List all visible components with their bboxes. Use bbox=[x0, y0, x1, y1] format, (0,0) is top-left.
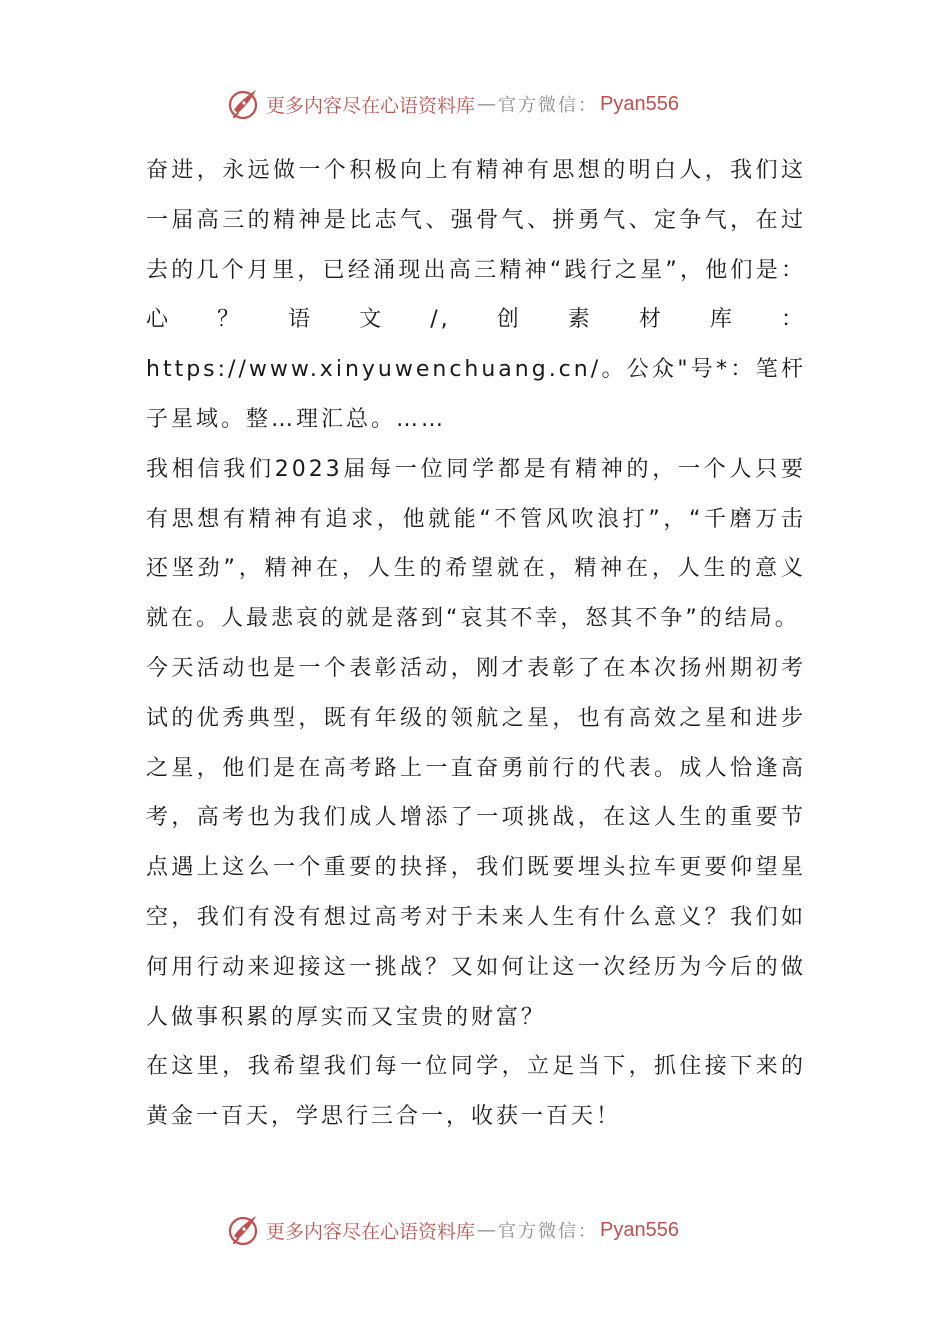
footer-wechat-id: Pyan556 bbox=[600, 1218, 679, 1241]
pen-nib-logo-icon bbox=[226, 1212, 262, 1248]
header-wechat-id: Pyan556 bbox=[600, 92, 679, 115]
footer-dash: — bbox=[477, 1219, 497, 1241]
document-body bbox=[146, 146, 806, 1142]
header-banner bbox=[226, 86, 746, 122]
paragraph-2: 我相信我们2023届每一位同学都是有精神的，一个人只要有思想有精神有追求，他就能“不管风吹浪打”，“千磨万击还坚劲”，精神在，人生的希望就在，精神在，人生的意义就在。人最悲哀的就是落到“哀其不幸，怒其不争”的结局。 bbox=[146, 456, 806, 632]
header-brand-text: 更多内容尽在心语资料库 bbox=[266, 94, 476, 117]
footer-wechat-label: 官方微信： bbox=[498, 1221, 599, 1242]
pen-nib-logo-icon bbox=[226, 86, 262, 122]
header-dash: — bbox=[477, 93, 497, 115]
footer-banner bbox=[226, 1212, 746, 1248]
paragraph-1: 奋进，永远做一个积极向上有精神有思想的明白人，我们这一届高三的精神是比志气、强骨气、拼勇气、定争气，在过去的几个月里，已经涌现出高三精神“践行之星”，他们是：心？语文/,创素材库：https://www.xinyuwenchuang.cn/。公众"号*：笔杆子星域。整…理汇总。…… bbox=[146, 158, 806, 432]
paragraph-4: 在这里，我希望我们每一位同学，立足当下，抓住接下来的黄金一百天，学思行三合一，收获一百天！ bbox=[146, 1054, 806, 1130]
footer-brand-text: 更多内容尽在心语资料库 bbox=[266, 1220, 476, 1243]
header-wechat-label: 官方微信： bbox=[498, 95, 599, 116]
paragraph-3: 今天活动也是一个表彰活动，刚才表彰了在本次扬州期初考试的优秀典型，既有年级的领航之星，也有高效之星和进步之星，他们是在高考路上一直奋勇前行的代表。成人恰逢高考，高考也为我们成人增添了一项挑战，在这人生的重要节点遇上这么一个重要的抉择，我们既要埋头拉车更要仰望星空，我们有没有想过高考对于未来人生有什么意义？我们如何用行动来迎接这一挑战？又如何让这一次经历为今后的做人做事积累的厚实而又宝贵的财富？ bbox=[146, 655, 806, 1030]
